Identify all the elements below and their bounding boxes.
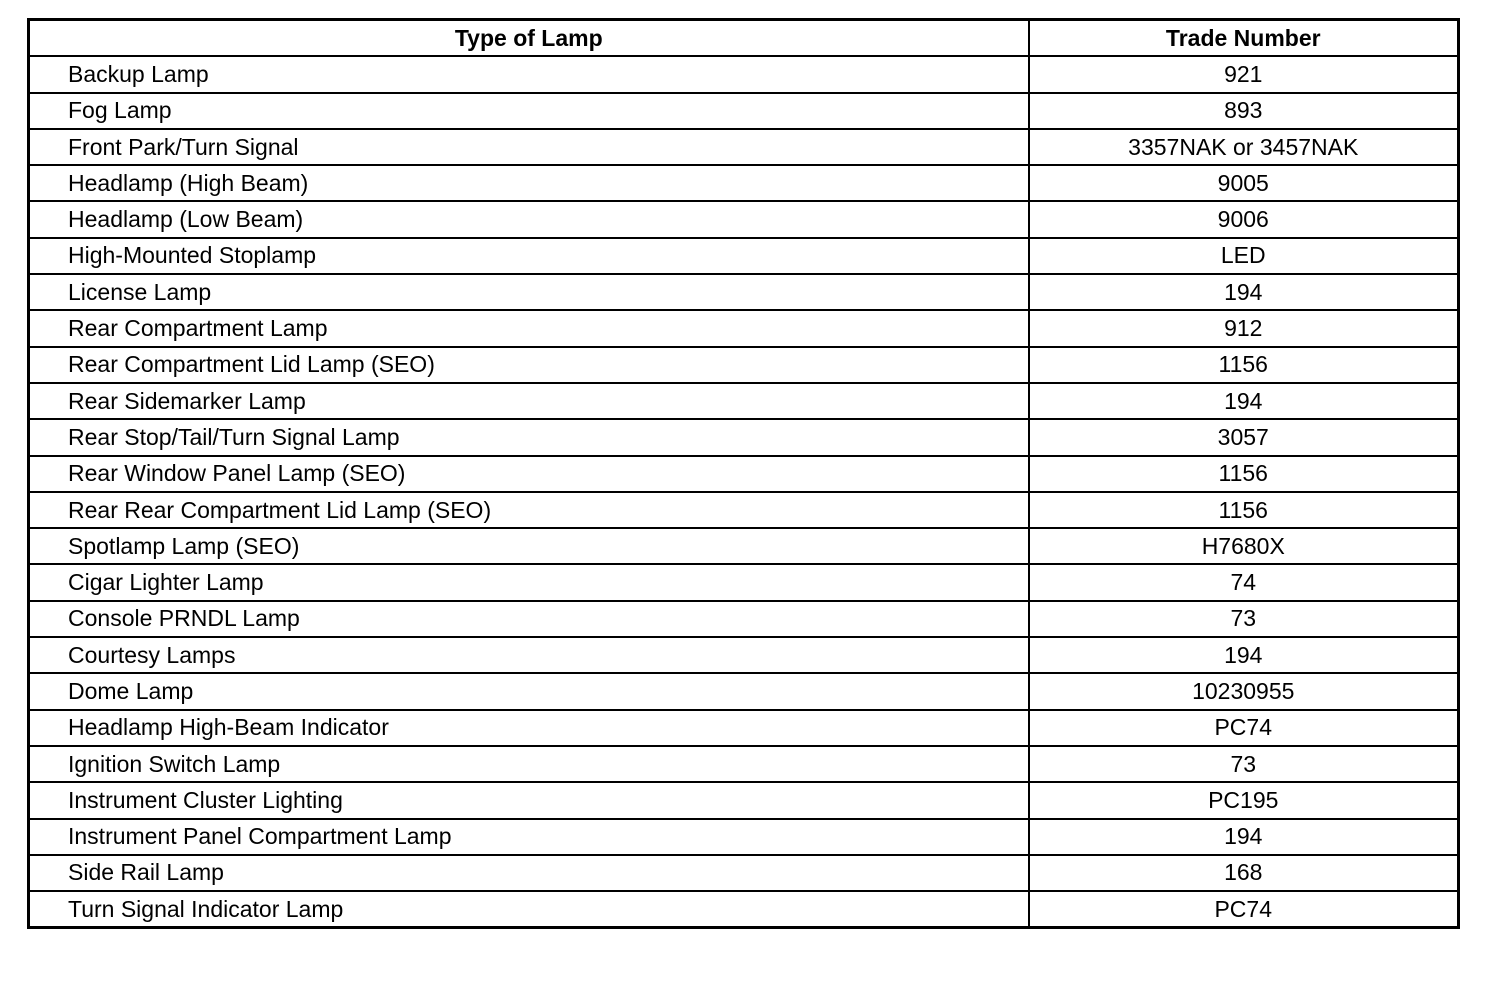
lamp-type-cell: Cigar Lighter Lamp: [29, 564, 1029, 600]
lamp-type-cell: Rear Window Panel Lamp (SEO): [29, 456, 1029, 492]
trade-number-cell: PC195: [1029, 782, 1459, 818]
header-row: [29, 20, 1459, 57]
table-row: [29, 819, 1459, 855]
table-row: [29, 564, 1459, 600]
table-row: [29, 891, 1459, 928]
trade-number-cell: 921: [1029, 56, 1459, 92]
trade-number-cell: 3357NAK or 3457NAK: [1029, 129, 1459, 165]
table-row: [29, 456, 1459, 492]
table-row: [29, 637, 1459, 673]
trade-number-cell: 73: [1029, 601, 1459, 637]
trade-number-cell: PC74: [1029, 891, 1459, 928]
lamp-type-cell: License Lamp: [29, 274, 1029, 310]
lamp-type-cell: Spotlamp Lamp (SEO): [29, 528, 1029, 564]
lamp-type-cell: High-Mounted Stoplamp: [29, 238, 1029, 274]
lamp-type-cell: Rear Rear Compartment Lid Lamp (SEO): [29, 492, 1029, 528]
lamp-type-cell: Dome Lamp: [29, 673, 1029, 709]
trade-number-cell: 194: [1029, 274, 1459, 310]
lamp-type-cell: Console PRNDL Lamp: [29, 601, 1029, 637]
table-row: [29, 782, 1459, 818]
table-row: [29, 310, 1459, 346]
lamp-type-cell: Side Rail Lamp: [29, 855, 1029, 891]
lamp-type-cell: Rear Compartment Lamp: [29, 310, 1029, 346]
trade-number-cell: 194: [1029, 637, 1459, 673]
table-body: [29, 56, 1459, 928]
table-row: [29, 492, 1459, 528]
lamp-type-cell: Front Park/Turn Signal: [29, 129, 1029, 165]
trade-number-cell: 74: [1029, 564, 1459, 600]
trade-number-cell: LED: [1029, 238, 1459, 274]
lamp-type-cell: Rear Compartment Lid Lamp (SEO): [29, 347, 1029, 383]
table-row: [29, 855, 1459, 891]
table-row: [29, 165, 1459, 201]
lamp-type-cell: Backup Lamp: [29, 56, 1029, 92]
lamp-type-cell: Instrument Cluster Lighting: [29, 782, 1029, 818]
table-row: [29, 601, 1459, 637]
trade-number-cell: 73: [1029, 746, 1459, 782]
lamp-type-cell: Ignition Switch Lamp: [29, 746, 1029, 782]
trade-number-cell: 10230955: [1029, 673, 1459, 709]
trade-number-cell: 1156: [1029, 492, 1459, 528]
trade-number-cell: 1156: [1029, 347, 1459, 383]
trade-number-cell: 893: [1029, 93, 1459, 129]
table-row: [29, 93, 1459, 129]
table-row: [29, 238, 1459, 274]
table-row: [29, 528, 1459, 564]
table-row: [29, 201, 1459, 237]
table-row: [29, 419, 1459, 455]
trade-number-cell: 912: [1029, 310, 1459, 346]
lamp-type-cell: Instrument Panel Compartment Lamp: [29, 819, 1029, 855]
trade-number-cell: 9006: [1029, 201, 1459, 237]
lamp-type-cell: Headlamp (High Beam): [29, 165, 1029, 201]
lamp-type-cell: Headlamp (Low Beam): [29, 201, 1029, 237]
table-row: [29, 383, 1459, 419]
table-row: [29, 274, 1459, 310]
header-trade-number: Trade Number: [1029, 20, 1459, 57]
trade-number-cell: 194: [1029, 819, 1459, 855]
table-row: [29, 129, 1459, 165]
table-row: [29, 673, 1459, 709]
trade-number-cell: PC74: [1029, 710, 1459, 746]
header-type-of-lamp: Type of Lamp: [29, 20, 1029, 57]
trade-number-cell: 168: [1029, 855, 1459, 891]
table-row: [29, 746, 1459, 782]
lamp-type-cell: Fog Lamp: [29, 93, 1029, 129]
trade-number-cell: 9005: [1029, 165, 1459, 201]
lamp-type-cell: Rear Sidemarker Lamp: [29, 383, 1029, 419]
lamp-type-cell: Rear Stop/Tail/Turn Signal Lamp: [29, 419, 1029, 455]
trade-number-cell: 1156: [1029, 456, 1459, 492]
table-row: [29, 56, 1459, 92]
lamp-type-cell: Courtesy Lamps: [29, 637, 1029, 673]
lamp-table: [27, 18, 1460, 929]
lamp-type-cell: Turn Signal Indicator Lamp: [29, 891, 1029, 928]
table-row: [29, 710, 1459, 746]
trade-number-cell: H7680X: [1029, 528, 1459, 564]
trade-number-cell: 194: [1029, 383, 1459, 419]
table-header: [29, 20, 1459, 57]
lamp-type-cell: Headlamp High-Beam Indicator: [29, 710, 1029, 746]
trade-number-cell: 3057: [1029, 419, 1459, 455]
table-row: [29, 347, 1459, 383]
